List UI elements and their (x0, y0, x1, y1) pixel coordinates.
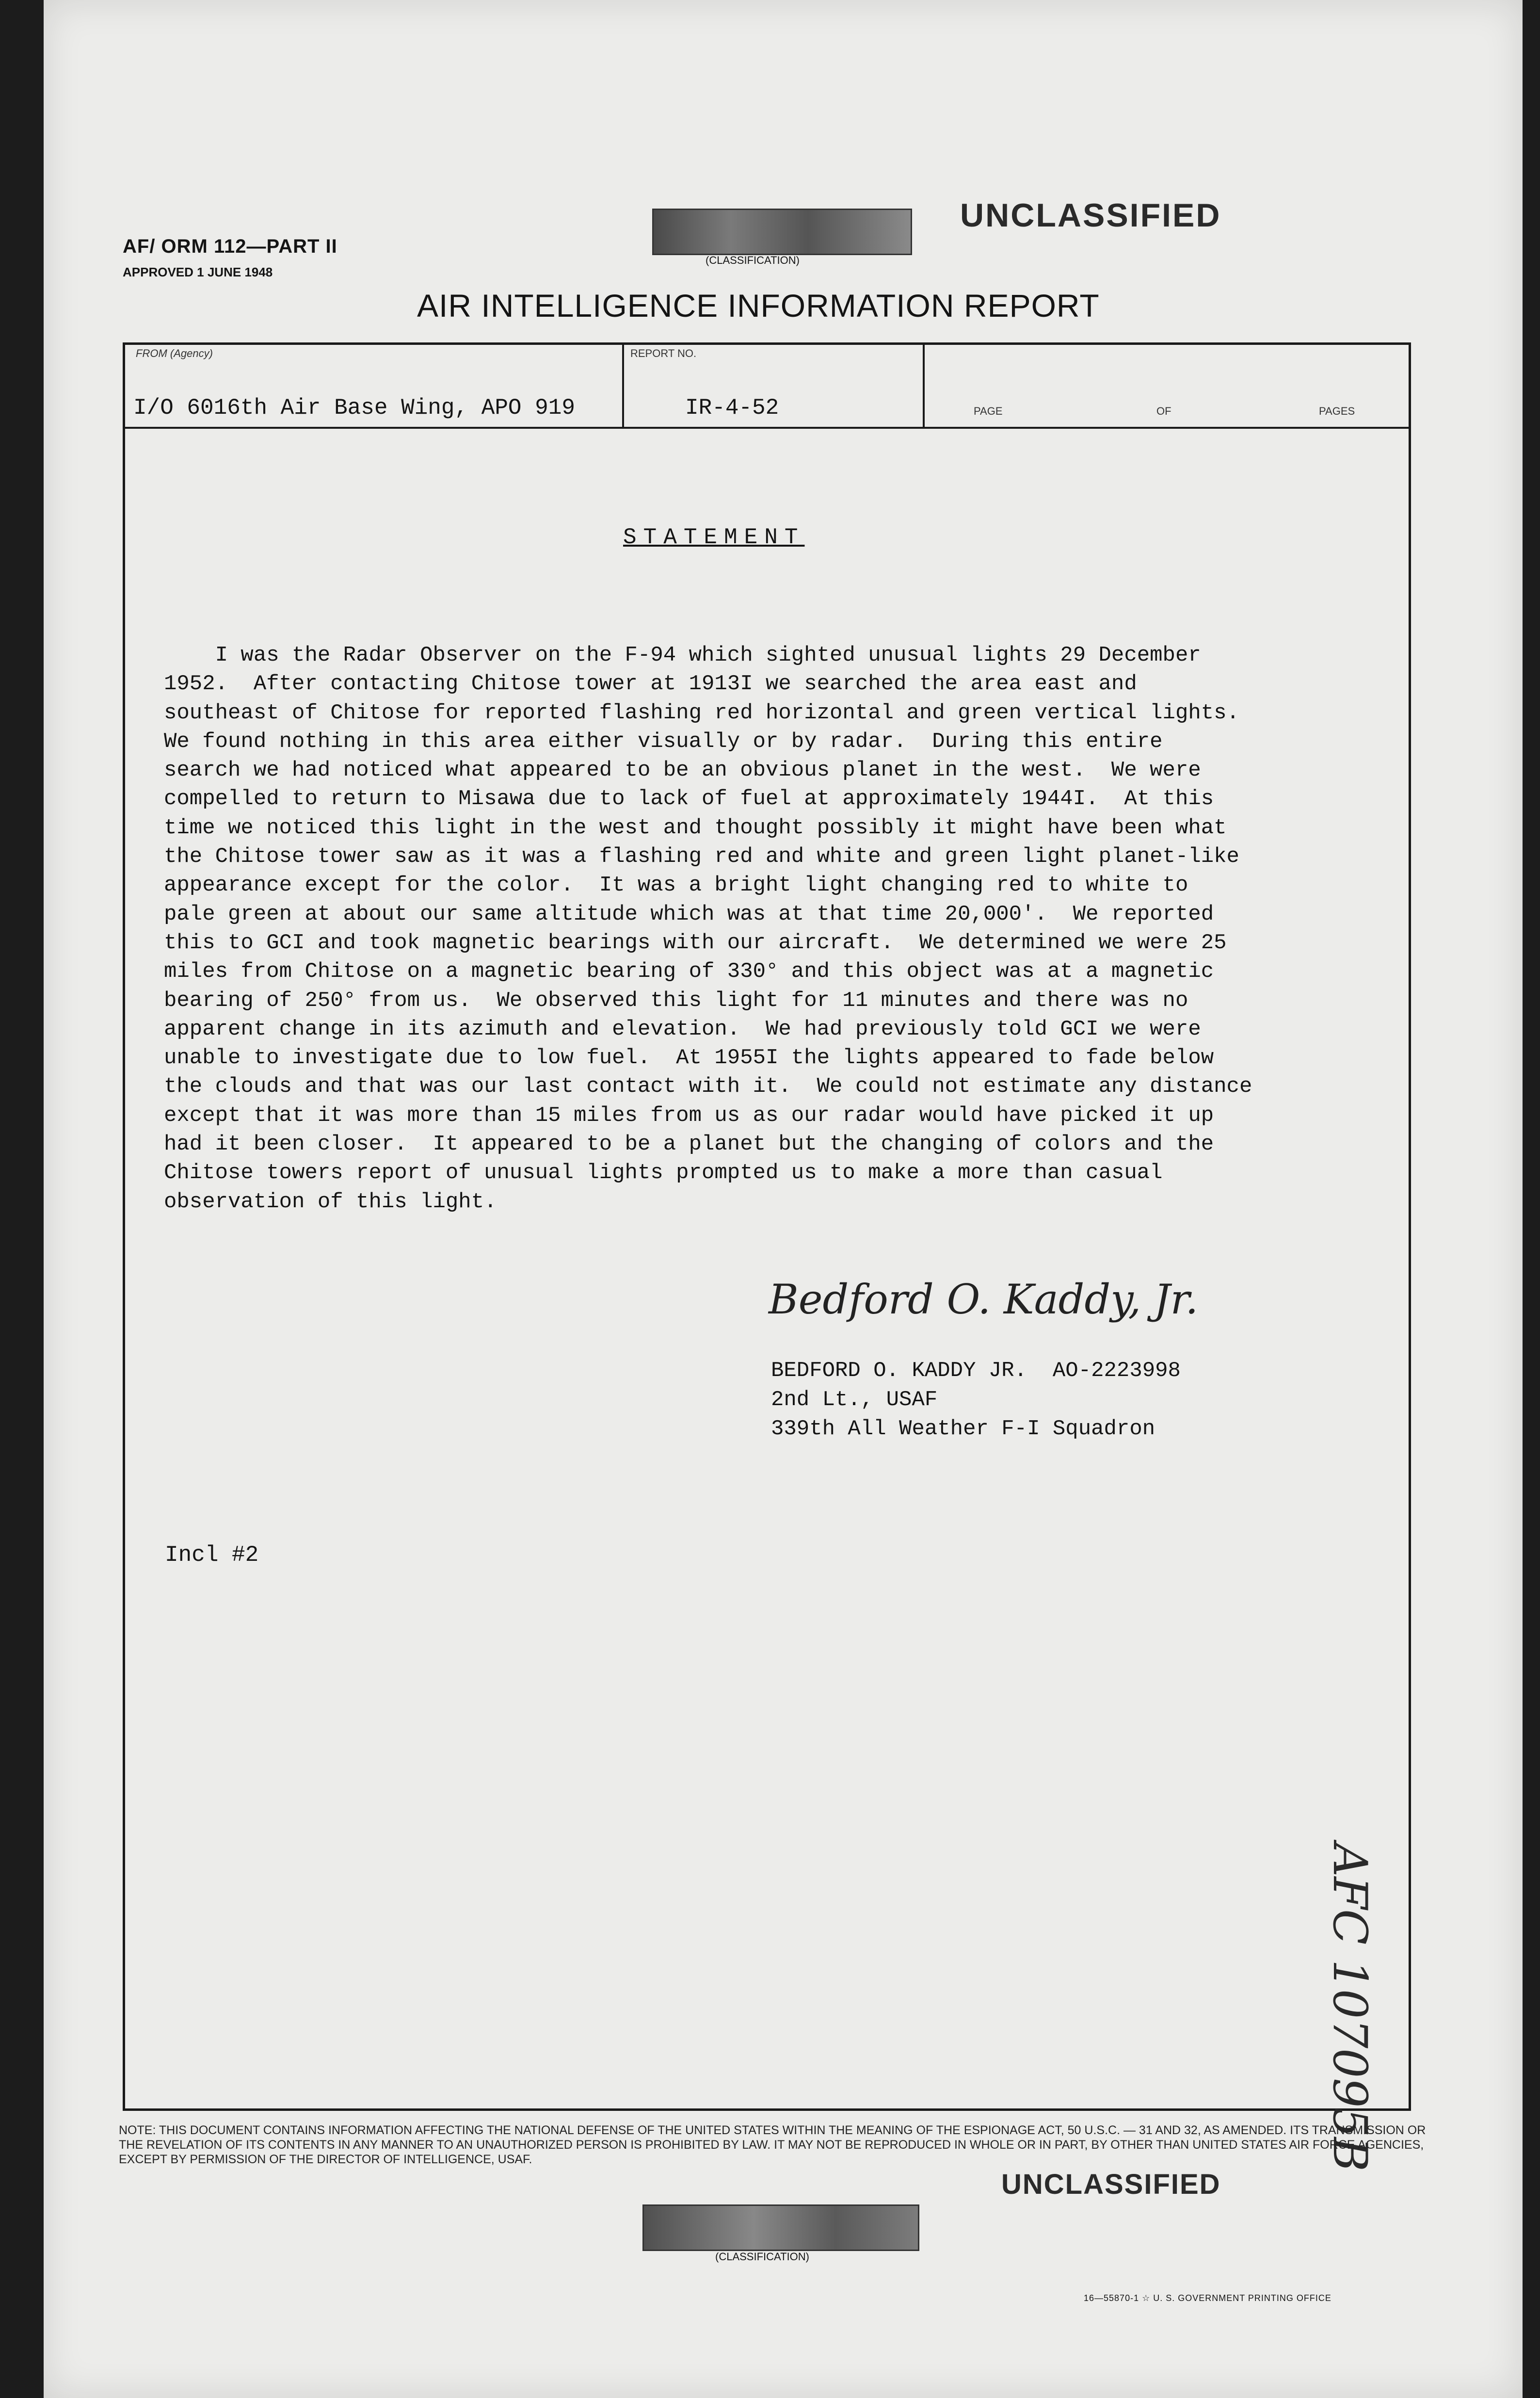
statement-line: compelled to return to Misawa due to lack of fuel at approximately 1944I. At this (164, 787, 1214, 811)
of-label: OF (1156, 405, 1171, 417)
report-no-value: IR-4-52 (685, 395, 779, 421)
statement-line: this to GCI and took magnetic bearings with our aircraft. We determined we were 25 (164, 930, 1227, 955)
classification-caption-top: (CLASSIFICATION) (706, 254, 800, 266)
statement-line: 1952. After contacting Chitose tower at 1913I we searched the area east and (164, 672, 1137, 697)
classification-caption-bottom: (CLASSIFICATION) (715, 2251, 809, 2263)
statement-line: bearing of 250° from us. We observed this light for 11 minutes and there was no (164, 988, 1188, 1013)
classification-redaction-box-bottom (642, 2204, 919, 2251)
printing-office-line: 16—55870-1 ☆ U. S. GOVERNMENT PRINTING OFFICE (1084, 2293, 1331, 2303)
side-archive-stamp: AFC 107095B (1323, 1843, 1377, 2171)
statement-line: We found nothing in this area either visually or by radar. During this entire (164, 729, 1163, 754)
statement-line: miles from Chitose on a magnetic bearing of 330° and this object was at a magnetic (164, 959, 1214, 984)
signer-unit: 339th All Weather F-I Squadron (771, 1417, 1155, 1441)
statement-line: appearance except for the color. It was a bright light changing red to white to (164, 873, 1188, 898)
handwritten-signature: Bedford O. Kaddy, Jr. (769, 1276, 1199, 1323)
statement-line: time we noticed this light in the west and thought possibly it might have been what (164, 815, 1227, 840)
page-label: PAGE (974, 405, 1003, 417)
statement-line: I was the Radar Observer on the F-94 which sighted unusual lights 29 December (164, 643, 1201, 667)
from-value: I/O 6016th Air Base Wing, APO 919 (133, 395, 575, 421)
enclosure-label: Incl #2 (165, 1542, 259, 1568)
statement-line: the Chitose tower saw as it was a flashing red and white and green light planet-like (164, 844, 1239, 869)
unclassified-stamp-top: UNCLASSIFIED (960, 197, 1221, 234)
form-id: AF/ ORM 112—PART II (123, 236, 337, 257)
statement-line: the clouds and that was our last contact with it. We could not estimate any distance (164, 1074, 1252, 1099)
statement-line: unable to investigate due to low fuel. At 1955I the lights appeared to fade below (164, 1046, 1214, 1070)
report-title: AIR INTELLIGENCE INFORMATION REPORT (417, 288, 1100, 324)
header-column-divider (923, 342, 925, 427)
approved-date: APPROVED 1 JUNE 1948 (123, 265, 273, 279)
statement-line: had it been closer. It appeared to be a planet but the changing of colors and the (164, 1132, 1214, 1157)
pages-label: PAGES (1319, 405, 1355, 417)
statement-line: apparent change in its azimuth and elevation. We had previously told GCI we were (164, 1017, 1201, 1041)
from-label: FROM (Agency) (136, 347, 213, 359)
statement-line: search we had noticed what appeared to be an obvious planet in the west. We were (164, 758, 1201, 783)
report-no-label: REPORT NO. (630, 347, 697, 359)
statement-title: STATEMENT (623, 525, 805, 550)
unclassified-stamp-bottom: UNCLASSIFIED (1001, 2169, 1221, 2200)
signature-block (771, 1356, 1181, 1443)
header-column-divider (622, 342, 624, 427)
signer-rank: 2nd Lt., USAF (771, 1388, 938, 1412)
statement-line: pale green at about our same altitude which was at that time 20,000'. We reported (164, 902, 1214, 926)
statement-line: Chitose towers report of unusual lights prompted us to make a more than casual (164, 1161, 1163, 1185)
statement-line: southeast of Chitose for reported flashing red horizontal and green vertical lights. (164, 700, 1239, 725)
classification-redaction-box (652, 209, 912, 255)
signer-name: BEDFORD O. KADDY JR. AO-2223998 (771, 1359, 1181, 1383)
statement-line: except that it was more than 15 miles from us as our radar would have picked it up (164, 1103, 1214, 1128)
header-divider (123, 427, 1411, 429)
legal-notice: NOTE: THIS DOCUMENT CONTAINS INFORMATION AFFECTING THE NATIONAL DEFENSE OF THE UNITED STATES WITHIN THE MEANING OF THE ESPIONAGE ACT, 50 U.S.C. — 31 AND 32, AS AMENDED. ITS TRANSMISSION OR THE REVELATION OF ITS CONTENTS IN ANY MANNER TO AN UNAUTHORIZED PERSON IS PROHIBITED BY LAW. IT MAY NOT BE REPRODUCED IN WHOLE OR IN PART, BY OTHER THAN UNITED STATES AIR FORCE AGENCIES, EXCEPT BY PERMISSION OF THE DIRECTOR OF INTELLIGENCE, USAF. (119, 2123, 1426, 2166)
statement-line: observation of this light. (164, 1189, 497, 1214)
report-frame (123, 342, 1411, 2111)
statement-body (164, 641, 1405, 1216)
